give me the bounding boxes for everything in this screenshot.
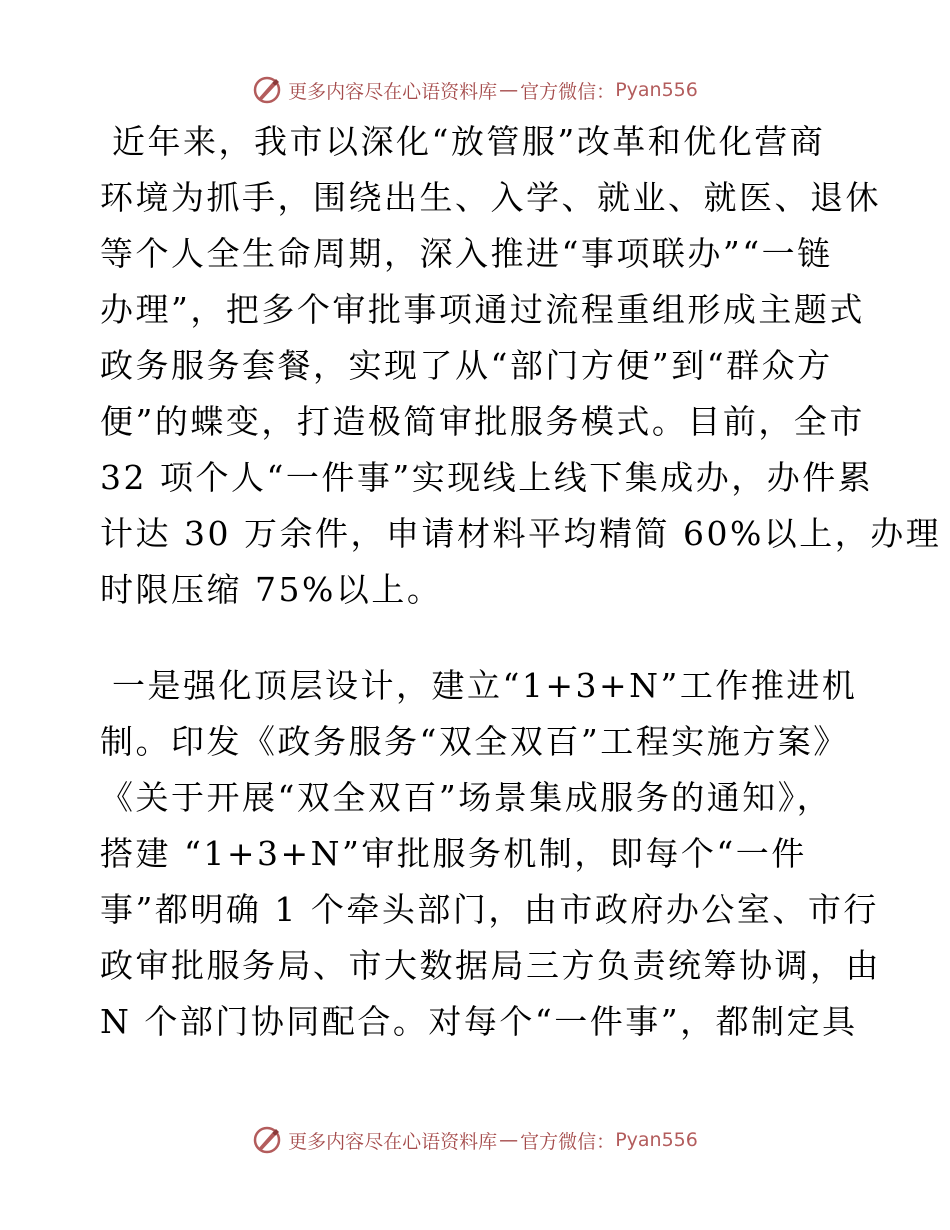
body-paragraph-2: [100, 658, 881, 1050]
header-watermark-banner: [0, 70, 950, 110]
banner-site-text: 更多内容尽在心语资料库: [288, 80, 498, 103]
pen-logo-icon: [252, 1125, 282, 1155]
text-line: 时限压缩 75%以上。: [100, 570, 443, 609]
text-line: 搭建 “1+3+N”审批服务机制，即每个“一件: [100, 834, 807, 873]
text-line: 事”都明确 1 个牵头部门，由市政府办公室、市行: [100, 890, 879, 929]
banner-wechat-id: Pyan556: [615, 79, 698, 101]
footer-watermark-banner: [0, 1120, 950, 1160]
banner-wechat-label: 官方微信：: [520, 1130, 616, 1153]
banner-separator: —: [499, 1129, 519, 1151]
banner-wechat-id: Pyan556: [615, 1129, 698, 1151]
body-paragraph-1: [100, 114, 942, 618]
text-line: 政审批服务局、市大数据局三方负责统筹协调，由: [100, 946, 881, 985]
text-line: N 个部门协同配合。对每个“一件事”，都制定具: [100, 1002, 858, 1041]
banner-wechat-label: 官方微信：: [520, 80, 616, 103]
text-line: 《关于开展“双全双百”场景集成服务的通知》，: [100, 778, 833, 817]
text-line: 制。印发《政务服务“双全双百”工程实施方案》: [100, 722, 849, 761]
text-line: 等个人全生命周期，深入推进“事项联办”“一链: [100, 234, 833, 273]
text-line: 便”的蝶变，打造极简审批服务模式。目前，全市: [100, 402, 865, 441]
pen-logo-icon: [252, 75, 282, 105]
text-line: 办理”，把多个审批事项通过流程重组形成主题式: [100, 290, 865, 329]
text-line: 32 项个人“一件事”实现线上线下集成办，办件累: [100, 458, 874, 497]
text-line: 近年来，我市以深化“放管服”改革和优化营商: [112, 122, 826, 161]
banner-separator: —: [499, 79, 519, 101]
text-line: 计达 30 万余件，申请材料平均精简 60%以上，办理: [100, 514, 942, 553]
text-line: 一是强化顶层设计，建立“1+3+N”工作推进机: [112, 666, 858, 705]
banner-site-text: 更多内容尽在心语资料库: [288, 1130, 498, 1153]
text-line: 政务服务套餐，实现了从“部门方便”到“群众方: [100, 346, 833, 385]
text-line: 环境为抓手，围绕出生、入学、就业、就医、退休: [100, 178, 881, 217]
